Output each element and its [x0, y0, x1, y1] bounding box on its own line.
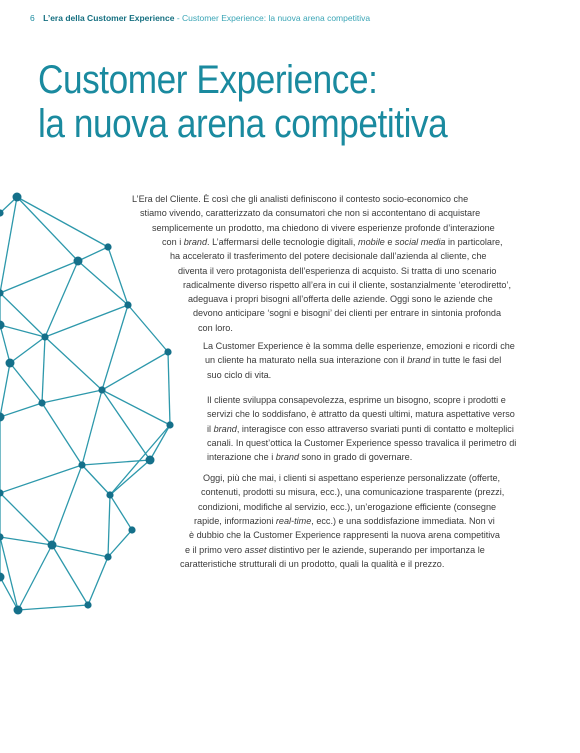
network-edge: [108, 495, 110, 557]
network-edge: [110, 425, 170, 495]
network-edge: [82, 465, 110, 495]
paragraph-4-line: rapide, informazioni real-time, ecc.) e una soddisfazione immediata. Non vi: [194, 515, 495, 526]
network-node: [0, 533, 4, 540]
network-node: [84, 601, 91, 608]
network-node: [166, 421, 173, 428]
network-edge: [108, 530, 132, 557]
network-node: [128, 526, 135, 533]
network-node: [146, 456, 155, 465]
network-edge: [18, 605, 88, 610]
section-subtitle: - Customer Experience: la nuova arena competitiva: [176, 13, 371, 23]
page-number: 6: [30, 13, 35, 23]
network-node: [0, 321, 5, 330]
network-edge: [52, 545, 108, 557]
paragraph-3-line: Il cliente sviluppa consapevolezza, esprime un bisogno, scopre i prodotti e: [207, 395, 506, 405]
paragraph-4-line: condizioni, modifiche al servizio, ecc.), un’erogazione efficiente (consegne: [198, 501, 497, 512]
paragraph-1-line: devono anticipare ‘sogni e bisogni’ dei clienti per entrare in sintonia profonda: [193, 308, 502, 319]
network-edge: [42, 403, 82, 465]
network-edge: [168, 352, 170, 425]
network-node: [106, 491, 113, 498]
paragraph-1-line: L’Era del Cliente. È così che gli analisti definiscono il contesto socio-economico che: [132, 194, 469, 204]
network-edge: [102, 390, 150, 460]
network-edge: [0, 537, 52, 545]
network-edge: [0, 363, 10, 417]
network-edge: [52, 465, 82, 545]
network-node: [38, 399, 45, 406]
paragraph-1-line: con i brand. L’affermarsi delle tecnologie digitali, mobile e social media in particolare,: [162, 236, 503, 247]
network-node: [98, 386, 105, 393]
network-edge: [88, 557, 108, 605]
paragraph-1-line: stiamo vivendo, caratterizzato da consumatori che non si accontentano di acquistare: [140, 208, 481, 219]
page-title-line-2: la nuova arena competitiva: [38, 102, 448, 146]
network-node: [104, 243, 111, 250]
paragraph-1-line: radicalmente diverso rispetto all’era in cui il cliente, sostanzialmente ‘eterodiretto’,: [183, 279, 512, 290]
network-edge: [10, 337, 45, 363]
paragraph-1-line: diventa il vero protagonista dell’esperienza di acquisto. Si tratta di uno scenario: [178, 265, 497, 276]
network-node: [78, 461, 85, 468]
network-edge: [52, 545, 88, 605]
network-node: [0, 573, 5, 582]
page-title-line-1: Customer Experience:: [38, 58, 378, 102]
network-edge: [0, 403, 42, 417]
paragraph-1-line: semplicemente un prodotto, ma chiedono di vivere esperienze profonde d’interazione: [152, 222, 495, 233]
network-edge: [18, 545, 52, 610]
paragraph-2-line: La Customer Experience è la somma delle esperienze, emozioni e ricordi che: [203, 341, 515, 351]
network-edge: [110, 495, 132, 530]
page-title: [38, 58, 447, 146]
network-edge: [45, 337, 102, 390]
network-node: [104, 553, 111, 560]
paragraph-4-line: contenuti, prodotti su misura, ecc.), una comunicazione trasparente (prezzi,: [201, 487, 505, 498]
network-node: [13, 193, 22, 202]
section-title: L’era della Customer Experience: [43, 13, 175, 23]
network-node: [74, 257, 83, 266]
network-node: [41, 333, 48, 340]
network-node: [164, 348, 171, 355]
network-node: [48, 541, 57, 550]
network-edge: [42, 390, 102, 403]
network-edge: [0, 465, 82, 493]
network-edge: [0, 325, 10, 363]
paragraph-2-line: suo ciclo di vita.: [207, 369, 272, 380]
network-edge: [102, 390, 170, 425]
paragraph-1-line: adeguava i propri bisogni all’offerta delle aziende. Oggi sono le aziende che: [188, 294, 493, 305]
network-edge: [150, 425, 170, 460]
network-node: [6, 359, 15, 368]
network-node: [124, 301, 131, 308]
network-edge: [10, 363, 42, 403]
paragraph-3-line: il brand, interagisce con esso attraverso svariati punti di contatto e molteplici: [207, 423, 514, 434]
paragraph-4-line: caratteristiche strutturali di un prodotto, quali la qualità e il prezzo.: [180, 558, 445, 569]
network-edge: [17, 197, 108, 247]
network-edge: [17, 197, 78, 261]
paragraph-3-line: interazione che i brand sono in grado di governare.: [207, 452, 413, 463]
network-edge: [0, 493, 52, 545]
network-edge: [82, 460, 150, 465]
running-header: [30, 13, 370, 23]
paragraph-2-line: un cliente ha maturato nella sua interazione con il brand in tutte le fasi del: [205, 355, 502, 366]
paragraph-1-line: ha accelerato il trasferimento del potere decisionale dall’azienda al cliente, che: [170, 251, 487, 262]
network-node: [0, 413, 5, 422]
paragraph-3-line: servizi che lo soddisfano, è attratto da questi ultimi, matura aspettative verso: [207, 409, 515, 420]
paragraph-4-line: e il primo vero asset distintivo per le aziende, superando per importanza le: [185, 544, 485, 555]
paragraph-4-line: è dubbio che la Customer Experience rappresenti la nuova arena competitiva: [189, 530, 500, 541]
paragraph-3-line: canali. In quest’ottica la Customer Experience spesso travalica il perimetro di: [207, 437, 517, 448]
network-edge: [0, 577, 18, 610]
network-edge: [78, 247, 108, 261]
network-edge: [128, 305, 168, 352]
paragraph-4-line: Oggi, più che mai, i clienti si aspettano esperienze personalizzate (offerte,: [203, 473, 501, 483]
network-node: [14, 606, 23, 615]
network-edge: [82, 390, 102, 465]
network-edge: [110, 460, 150, 495]
paragraph-1-line: con loro.: [198, 322, 233, 333]
network-edge: [42, 337, 45, 403]
